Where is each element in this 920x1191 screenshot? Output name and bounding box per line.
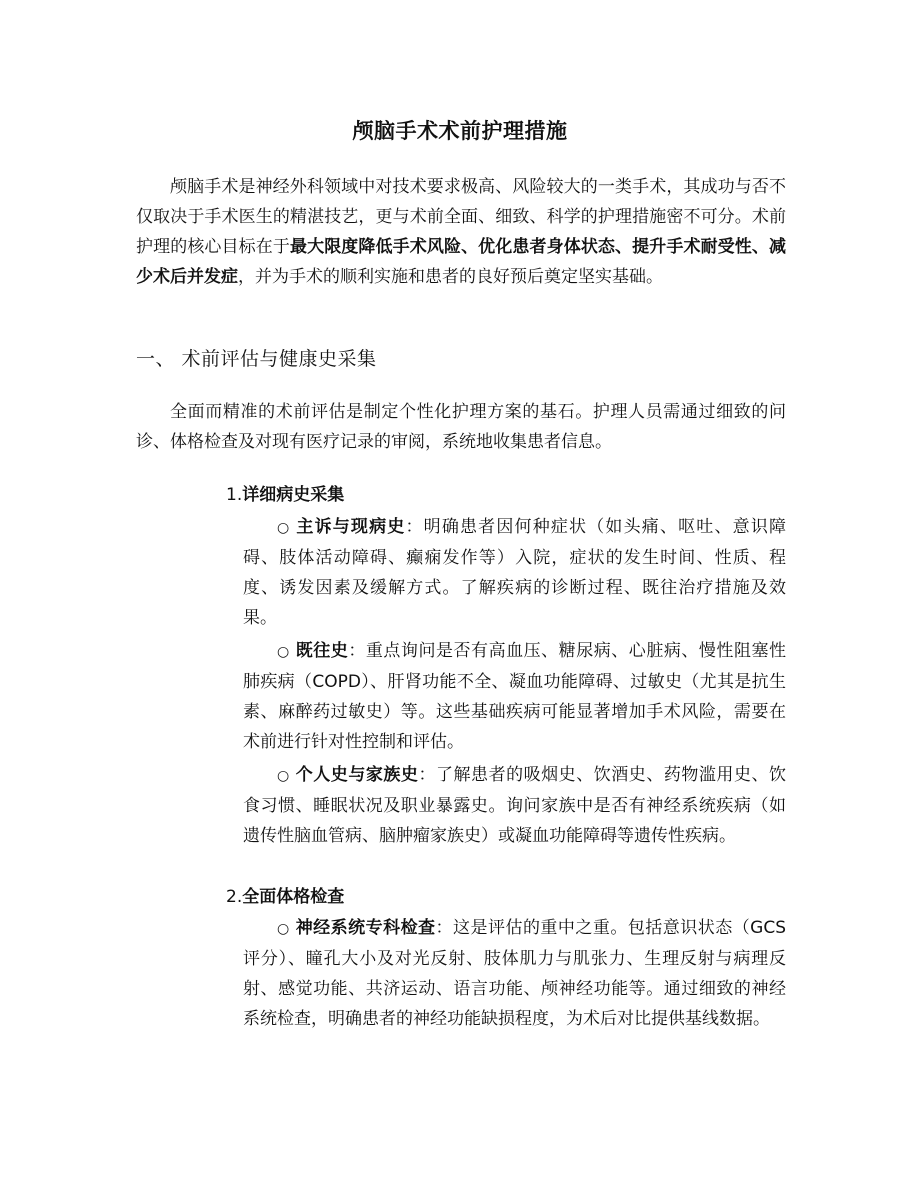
list-item-2-title [226,882,344,912]
list-item-1-number: 1. [226,485,243,505]
hollow-circle-bullet-icon: ○ [277,921,290,937]
hollow-circle-bullet-icon: ○ [277,644,290,660]
hollow-circle-bullet-icon: ○ [277,520,291,536]
intro-text-part1: 颅脑手术是神经外科领域中对技术要求极高、风险较大的一类手术，其成功与否不仅取决于手术医生的精湛技艺，更与术前全面、细致、科学的护理措施密不可分。术前护理的核心目标在于 [136,177,786,257]
sub-item-text: ：了解患者的吸烟史、饮酒史、药物滥用史、饮食习惯、睡眠状况及职业暴露史。询问家族中是否有神经系统疾病（如遗传性脑血管病、脑肿瘤家族史）或凝血功能障碍等遗传性疾病。 [243,765,787,846]
sub-item-text: ：这是评估的重中之重。包括意识状态（GCS 评分）、瞳孔大小及对光反射、肢体肌力与肌张力、生理反射与病理反射、感觉功能、共济运动、语言功能、颅神经功能等。通过细致的神经系统检查，明确患者的神经功能缺损程度，为术后对比提供基线数据。 [243,918,787,1029]
intro-paragraph [136,172,786,292]
sub-item-term: 个人史与家族史 [295,765,419,785]
hollow-circle-bullet-icon: ○ [277,768,290,784]
list-item-1-label: 详细病史采集 [242,485,345,505]
list-item-1-title [226,480,344,510]
section1-heading: 一、 术前评估与健康史采集 [136,348,377,370]
sub-item-past-history [243,636,786,757]
list-item-2-number: 2. [226,887,243,907]
intro-bold-text: 最大限度降低手术风险、优化患者身体状态、提升手术耐受性、减少术后并发症 [136,237,787,287]
list-item-2-label: 全面体格检查 [242,887,345,907]
sub-item-term: 主诉与现病史 [296,517,406,537]
sub-item-term: 神经系统专科检查 [295,918,436,938]
intro-text-part2: ，并为手术的顺利实施和患者的良好预后奠定坚实基础。 [238,267,663,287]
sub-item-text: ：重点询问是否有高血压、糖尿病、心脏病、慢性阻塞性肺疾病（COPD）、肝肾功能不全、凝血功能障碍、过敏史（尤其是抗生素、麻醉药过敏史）等。这些基础疾病可能显著增加手术风险，需要在术前进行针对性控制和评估。 [243,641,787,752]
sub-item-personal-family-history [243,760,786,851]
document-title: 颅脑手术术前护理措施 [352,119,568,143]
sub-item-text: ：明确患者因何种症状（如头痛、呕吐、意识障碍、肢体活动障碍、癫痫发作等）入院，症状的发生时间、性质、程度、诱发因素及缓解方式。了解疾病的诊断过程、既往治疗措施及效果。 [243,517,787,628]
section1-intro: 全面而精准的术前评估是制定个性化护理方案的基石。护理人员需通过细致的问诊、体格检查及对现有医疗记录的审阅，系统地收集患者信息。 [136,402,786,452]
sub-item-term: 既往史 [295,641,349,661]
sub-item-chief-complaint [243,512,786,633]
sub-item-neuro-exam [243,913,786,1034]
